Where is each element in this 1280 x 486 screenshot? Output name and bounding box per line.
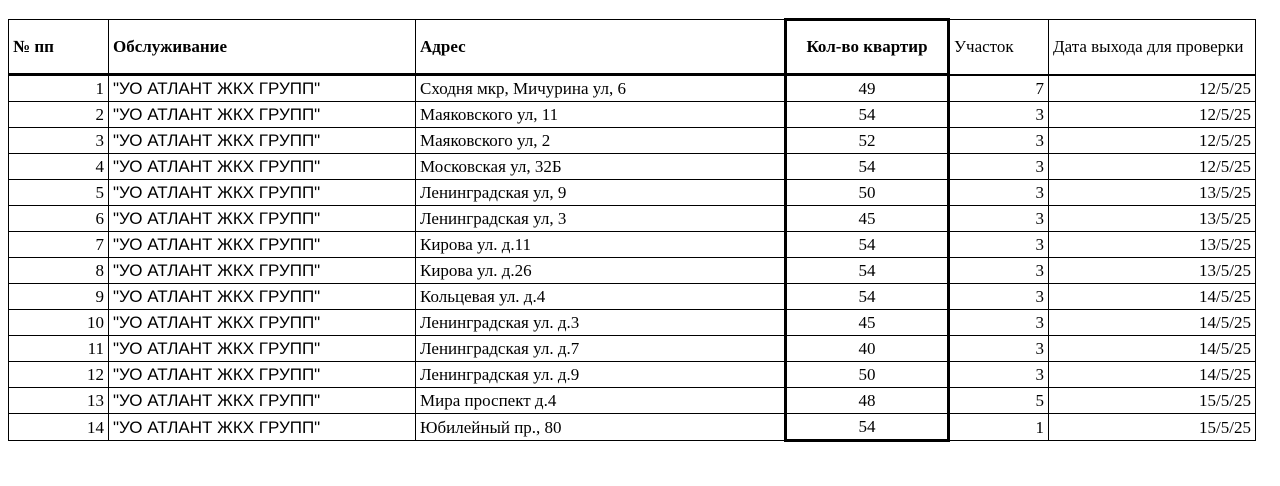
inspection-schedule-table (8, 18, 1256, 442)
cell-address[interactable]: Мира проспект д.4 (416, 388, 786, 414)
cell-address[interactable]: Московская ул, 32Б (416, 154, 786, 180)
cell-date[interactable]: 13/5/25 (1049, 180, 1256, 206)
cell-service[interactable]: "УО АТЛАНТ ЖКХ ГРУПП" (109, 284, 416, 310)
cell-district[interactable]: 5 (949, 388, 1049, 414)
cell-apartments[interactable]: 45 (786, 206, 949, 232)
cell-service[interactable]: "УО АТЛАНТ ЖКХ ГРУПП" (109, 362, 416, 388)
cell-date[interactable]: 15/5/25 (1049, 414, 1256, 441)
table-row (9, 102, 1256, 128)
cell-num[interactable]: 8 (9, 258, 109, 284)
cell-apartments[interactable]: 50 (786, 362, 949, 388)
cell-district[interactable]: 1 (949, 414, 1049, 441)
table-row (9, 75, 1256, 102)
cell-service[interactable]: "УО АТЛАНТ ЖКХ ГРУПП" (109, 310, 416, 336)
table-row (9, 310, 1256, 336)
cell-apartments[interactable]: 50 (786, 180, 949, 206)
cell-apartments[interactable]: 45 (786, 310, 949, 336)
header-address[interactable]: Адрес (416, 20, 786, 75)
cell-date[interactable]: 14/5/25 (1049, 284, 1256, 310)
cell-district[interactable]: 3 (949, 206, 1049, 232)
cell-num[interactable]: 11 (9, 336, 109, 362)
cell-num[interactable]: 5 (9, 180, 109, 206)
cell-num[interactable]: 9 (9, 284, 109, 310)
header-service[interactable]: Обслуживание (109, 20, 416, 75)
table-row (9, 180, 1256, 206)
cell-address[interactable]: Ленинградская ул. д.3 (416, 310, 786, 336)
header-row (9, 20, 1256, 75)
table-row (9, 258, 1256, 284)
cell-num[interactable]: 12 (9, 362, 109, 388)
cell-address[interactable]: Кольцевая ул. д.4 (416, 284, 786, 310)
table-row (9, 414, 1256, 441)
cell-district[interactable]: 7 (949, 75, 1049, 102)
cell-service[interactable]: "УО АТЛАНТ ЖКХ ГРУПП" (109, 75, 416, 102)
cell-num[interactable]: 14 (9, 414, 109, 441)
cell-service[interactable]: "УО АТЛАНТ ЖКХ ГРУПП" (109, 102, 416, 128)
cell-address[interactable]: Кирова ул. д.26 (416, 258, 786, 284)
cell-service[interactable]: "УО АТЛАНТ ЖКХ ГРУПП" (109, 128, 416, 154)
cell-apartments[interactable]: 54 (786, 232, 949, 258)
cell-district[interactable]: 3 (949, 232, 1049, 258)
cell-date[interactable]: 12/5/25 (1049, 102, 1256, 128)
cell-date[interactable]: 12/5/25 (1049, 75, 1256, 102)
cell-address[interactable]: Ленинградская ул, 9 (416, 180, 786, 206)
cell-date[interactable]: 14/5/25 (1049, 362, 1256, 388)
cell-apartments[interactable]: 54 (786, 414, 949, 441)
cell-service[interactable]: "УО АТЛАНТ ЖКХ ГРУПП" (109, 154, 416, 180)
header-apartments[interactable]: Кол-во квартир (786, 20, 949, 75)
cell-district[interactable]: 3 (949, 154, 1049, 180)
cell-apartments[interactable]: 54 (786, 284, 949, 310)
cell-service[interactable]: "УО АТЛАНТ ЖКХ ГРУПП" (109, 258, 416, 284)
cell-address[interactable]: Сходня мкр, Мичурина ул, 6 (416, 75, 786, 102)
cell-district[interactable]: 3 (949, 258, 1049, 284)
cell-num[interactable]: 13 (9, 388, 109, 414)
cell-address[interactable]: Ленинградская ул, 3 (416, 206, 786, 232)
cell-num[interactable]: 10 (9, 310, 109, 336)
cell-service[interactable]: "УО АТЛАНТ ЖКХ ГРУПП" (109, 388, 416, 414)
cell-apartments[interactable]: 54 (786, 102, 949, 128)
cell-apartments[interactable]: 48 (786, 388, 949, 414)
cell-num[interactable]: 3 (9, 128, 109, 154)
cell-date[interactable]: 15/5/25 (1049, 388, 1256, 414)
cell-apartments[interactable]: 40 (786, 336, 949, 362)
cell-date[interactable]: 14/5/25 (1049, 310, 1256, 336)
cell-num[interactable]: 4 (9, 154, 109, 180)
table-row (9, 362, 1256, 388)
cell-num[interactable]: 2 (9, 102, 109, 128)
cell-district[interactable]: 3 (949, 128, 1049, 154)
cell-date[interactable]: 12/5/25 (1049, 154, 1256, 180)
table-row (9, 128, 1256, 154)
cell-district[interactable]: 3 (949, 102, 1049, 128)
table-row (9, 154, 1256, 180)
cell-service[interactable]: "УО АТЛАНТ ЖКХ ГРУПП" (109, 180, 416, 206)
cell-district[interactable]: 3 (949, 336, 1049, 362)
cell-district[interactable]: 3 (949, 362, 1049, 388)
header-district[interactable]: Участок (949, 20, 1049, 75)
cell-apartments[interactable]: 52 (786, 128, 949, 154)
cell-date[interactable]: 12/5/25 (1049, 128, 1256, 154)
table-row (9, 206, 1256, 232)
cell-address[interactable]: Ленинградская ул. д.9 (416, 362, 786, 388)
cell-service[interactable]: "УО АТЛАНТ ЖКХ ГРУПП" (109, 414, 416, 441)
table-row (9, 284, 1256, 310)
table-body (9, 75, 1256, 441)
cell-address[interactable]: Ленинградская ул. д.7 (416, 336, 786, 362)
cell-service[interactable]: "УО АТЛАНТ ЖКХ ГРУПП" (109, 206, 416, 232)
cell-address[interactable]: Кирова ул. д.11 (416, 232, 786, 258)
cell-service[interactable]: "УО АТЛАНТ ЖКХ ГРУПП" (109, 232, 416, 258)
cell-num[interactable]: 6 (9, 206, 109, 232)
header-num[interactable]: № пп (9, 20, 109, 75)
cell-district[interactable]: 3 (949, 180, 1049, 206)
cell-apartments[interactable]: 49 (786, 75, 949, 102)
cell-address[interactable]: Маяковского ул, 2 (416, 128, 786, 154)
cell-apartments[interactable]: 54 (786, 154, 949, 180)
cell-num[interactable]: 1 (9, 75, 109, 102)
cell-date[interactable]: 13/5/25 (1049, 258, 1256, 284)
cell-date[interactable]: 13/5/25 (1049, 232, 1256, 258)
cell-district[interactable]: 3 (949, 310, 1049, 336)
cell-district[interactable]: 3 (949, 284, 1049, 310)
table-row (9, 336, 1256, 362)
cell-num[interactable]: 7 (9, 232, 109, 258)
cell-apartments[interactable]: 54 (786, 258, 949, 284)
header-date[interactable]: Дата выхода для проверки (1049, 20, 1256, 75)
cell-date[interactable]: 14/5/25 (1049, 336, 1256, 362)
cell-address[interactable]: Юбилейный пр., 80 (416, 414, 786, 441)
table-row (9, 232, 1256, 258)
table-row (9, 388, 1256, 414)
cell-address[interactable]: Маяковского ул, 11 (416, 102, 786, 128)
cell-service[interactable]: "УО АТЛАНТ ЖКХ ГРУПП" (109, 336, 416, 362)
cell-date[interactable]: 13/5/25 (1049, 206, 1256, 232)
